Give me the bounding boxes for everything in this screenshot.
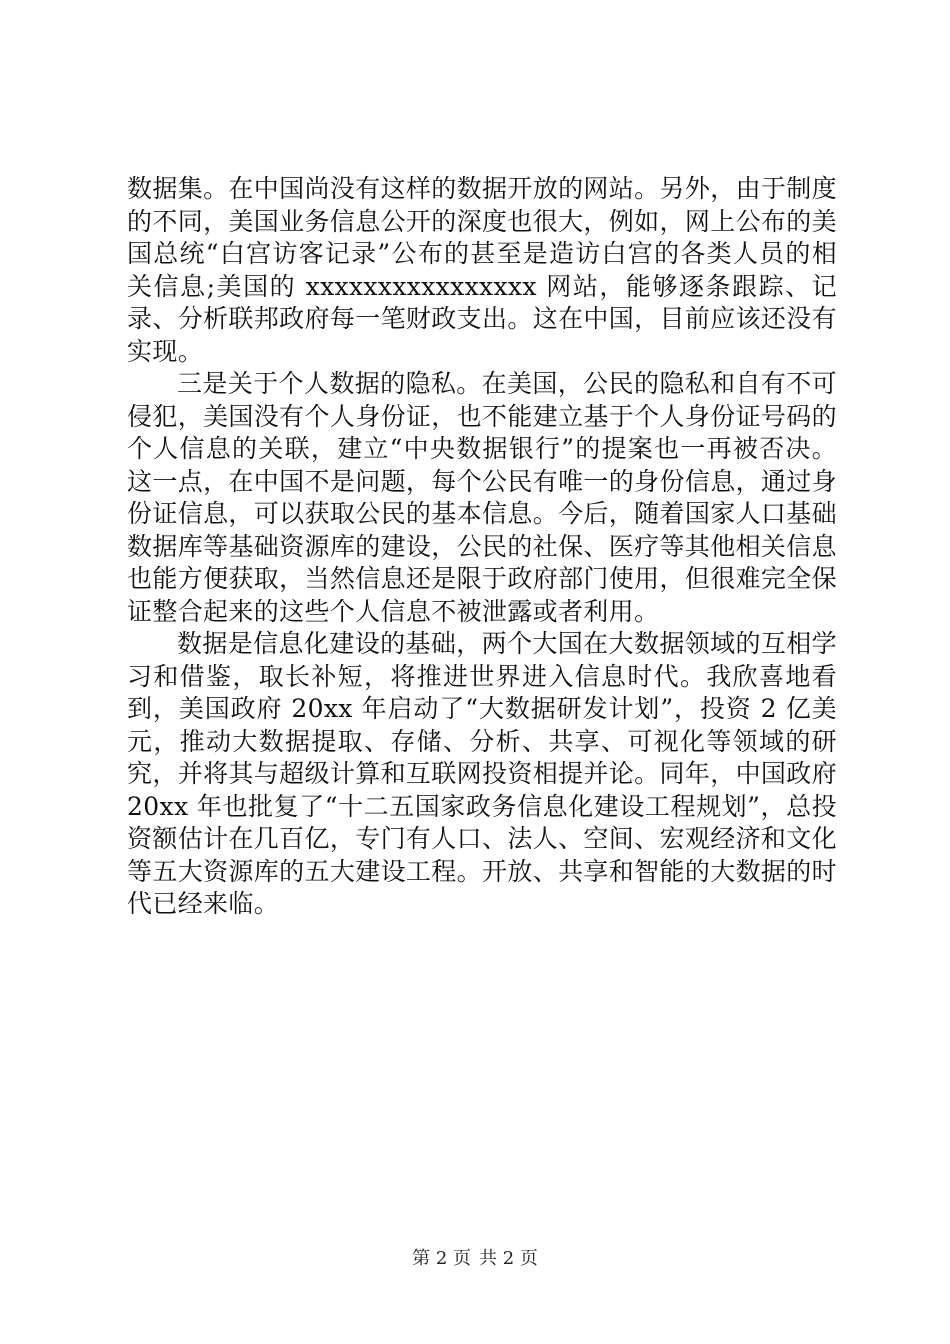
document-body	[127, 173, 837, 921]
page-number: 第 2 页	[412, 1248, 471, 1269]
paragraph-1: 数据集。在中国尚没有这样的数据开放的网站。另外，由于制度的不同，美国业务信息公开的深度也很大，例如，网上公布的美国总统“白宫访客记录”公布的甚至是造访白宫的各类人员的相关信息;美国的 xxxxxxxxxxxxxxxx 网站，能够逐条跟踪、记录、分析联邦政府每一笔财政支出。这在中国，目前应该还没有实现。	[127, 174, 837, 366]
paragraph-2: 三是关于个人数据的隐私。在美国，公民的隐私和自有不可侵犯，美国没有个人身份证，也不能建立基于个人身份证号码的个人信息的关联，建立“中央数据银行”的提案也一再被否决。这一点，在中国不是问题，每个公民有唯一的身份信息，通过身份证信息，可以获取公民的基本信息。今后，随着国家人口基础数据库等基础资源库的建设，公民的社保、医疗等其他相关信息也能方便获取，当然信息还是限于政府部门使用，但很难完全保证整合起来的这些个人信息不被泄露或者利用。	[127, 369, 837, 626]
page-total: 共 2 页	[479, 1248, 538, 1269]
page-footer	[0, 1244, 950, 1270]
paragraph-3: 数据是信息化建设的基础，两个大国在大数据领域的互相学习和借鉴，取长补短，将推进世界进入信息时代。我欣喜地看到，美国政府 20xx 年启动了“大数据研发计划”，投资 2 亿美元，推动大数据提取、存储、分析、共享、可视化等领域的研究，并将其与超级计算和互联网投资相提并论。同年，中国政府 20xx 年也批复了“十二五国家政务信息化建设工程规划”，总投资额估计在几百亿，专门有人口、法人、空间、宏观经济和文化等五大资源库的五大建设工程。开放、共享和智能的大数据的时代已经来临。	[127, 629, 837, 918]
